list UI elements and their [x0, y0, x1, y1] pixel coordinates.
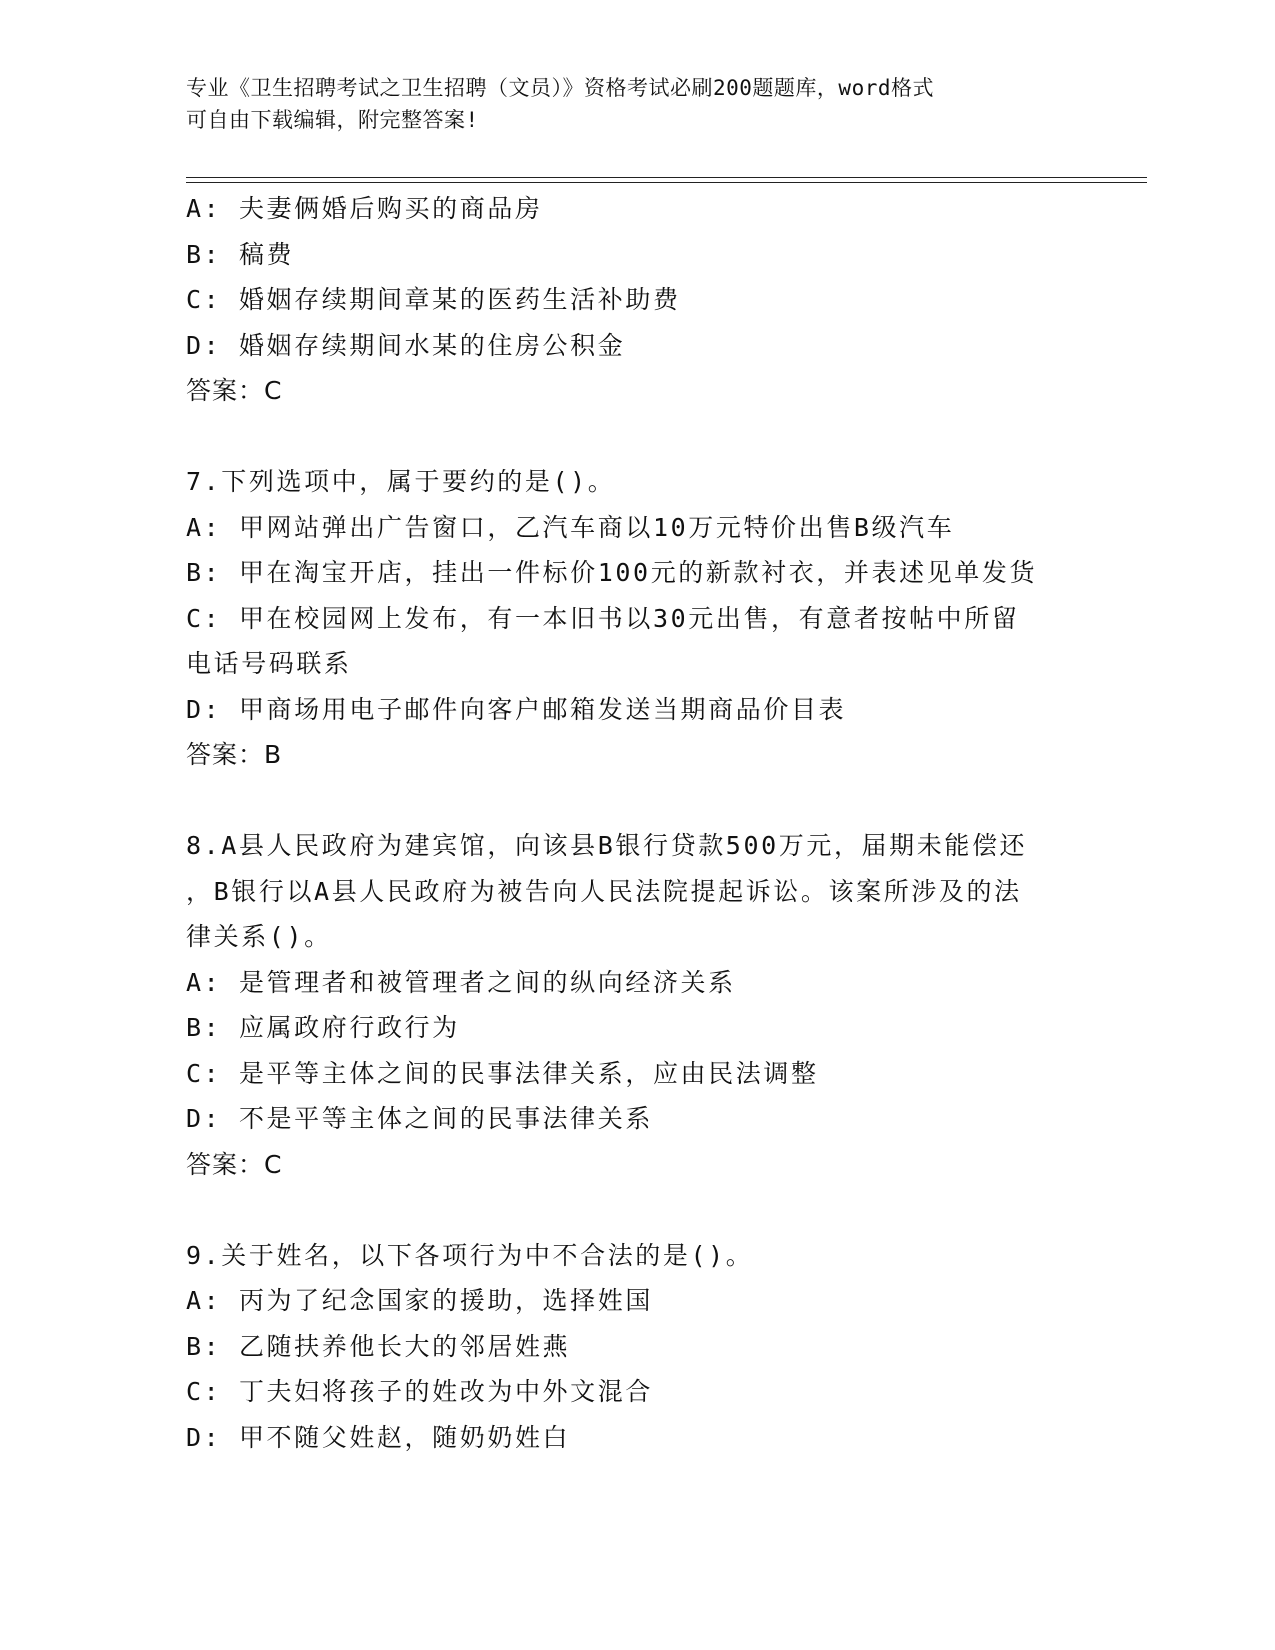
- document-body: [186, 186, 1086, 1460]
- header-divider-top: [186, 177, 1147, 178]
- question-9-block: [186, 1233, 1086, 1461]
- option-c: C: 婚姻存续期间章某的医药生活补助费: [186, 285, 681, 314]
- option-d: D: 甲不随父姓赵，随奶奶姓白: [186, 1422, 571, 1452]
- spacer: [186, 414, 1086, 460]
- option-b: B: 甲在淘宝开店，挂出一件标价100元的新款衬衣，并表述见单发货: [186, 558, 1038, 587]
- option-b: B: 稿费: [186, 239, 295, 269]
- answer: 答案：B: [186, 740, 283, 769]
- option-a: A: 甲网站弹出广告窗口，乙汽车商以10万元特价出售B级汽车: [186, 512, 955, 542]
- option-d: D: 婚姻存续期间水某的住房公积金: [186, 330, 626, 360]
- option-d: D: 甲商场用电子邮件向客户邮箱发送当期商品价目表: [186, 694, 847, 724]
- option-d: D: 不是平等主体之间的民事法律关系: [186, 1104, 653, 1133]
- header-title-line-2: 可自由下载编辑，附完整答案!: [186, 108, 479, 132]
- option-c-continued: 电话号码联系: [186, 649, 352, 678]
- question-stem-line-2: ，B银行以A县人民政府为被告向人民法院提起诉讼。该案所涉及的法: [186, 876, 1022, 906]
- option-c: C: 是平等主体之间的民事法律关系，应由民法调整: [186, 1058, 819, 1088]
- option-c: C: 丁夫妇将孩子的姓改为中外文混合: [186, 1377, 653, 1406]
- answer: 答案：C: [186, 1149, 283, 1179]
- question-7-block: [186, 459, 1086, 778]
- question-stem: 9.关于姓名，以下各项行为中不合法的是()。: [186, 1240, 754, 1270]
- option-a: A: 夫妻俩婚后购买的商品房: [186, 194, 543, 223]
- header-title-line-1: 专业《卫生招聘考试之卫生招聘（文员）》资格考试必刷200题题库，word格式: [186, 76, 934, 100]
- option-a: A: 丙为了纪念国家的援助，选择姓国: [186, 1286, 653, 1315]
- question-stem: 7.下列选项中，属于要约的是()。: [186, 467, 616, 496]
- option-b: B: 应属政府行政行为: [186, 1013, 460, 1042]
- answer: 答案：C: [186, 376, 283, 405]
- spacer: [186, 778, 1086, 824]
- question-stem-line-1: 8.A县人民政府为建宾馆，向该县B银行贷款500万元，届期未能偿还: [186, 831, 1028, 860]
- spacer: [186, 1187, 1086, 1233]
- option-a: A: 是管理者和被管理者之间的纵向经济关系: [186, 967, 736, 997]
- question-stem-line-3: 律关系()。: [186, 922, 332, 951]
- option-b: B: 乙随扶养他长大的邻居姓燕: [186, 1331, 571, 1361]
- question-8-block: [186, 823, 1086, 1187]
- question-6-block: [186, 186, 1086, 414]
- option-c: C: 甲在校园网上发布，有一本旧书以30元出售，有意者按帖中所留: [186, 603, 1020, 633]
- document-header: [186, 72, 1086, 136]
- header-divider-bottom: [186, 182, 1147, 183]
